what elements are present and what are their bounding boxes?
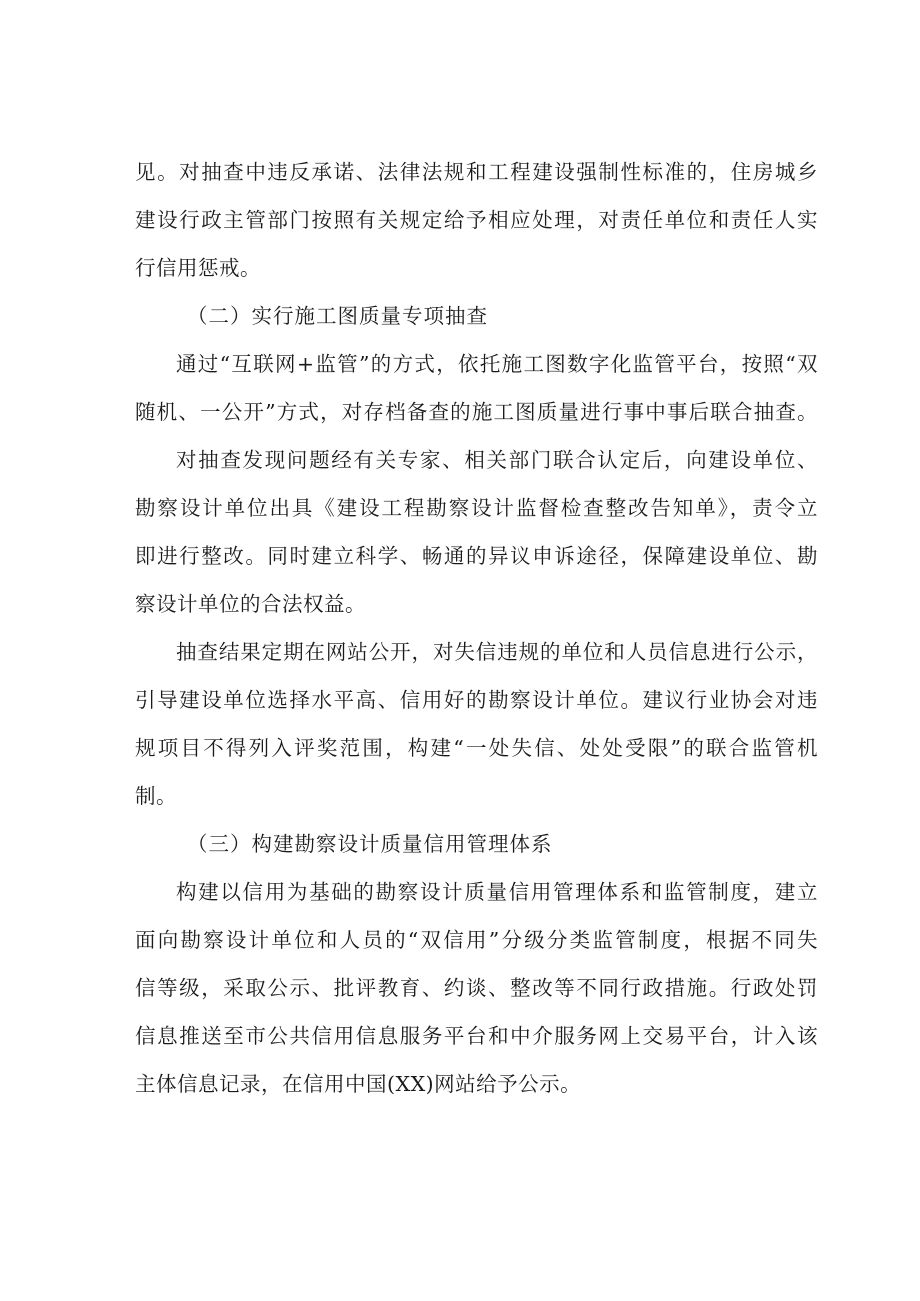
para-results-line-2: 引导建设单位选择水平高、信用好的勘察设计单位。建议行业协会对违 <box>135 688 818 712</box>
para-credit-line-5: 主体信息记录，在信用中国(XX)网站给予公示。 <box>135 1072 582 1096</box>
para-credit-line-2: 面向勘察设计单位和人员的“双信用”分级分类监管制度，根据不同失 <box>135 928 818 952</box>
para-internet-line-1: 通过“互联网+监管”的方式，依托施工图数字化监管平台，按照“双 <box>176 352 818 376</box>
para-results-line-4: 制。 <box>135 784 177 808</box>
continuation-line-2: 建设行政主管部门按照有关规定给予相应处理，对责任单位和责任人实 <box>135 208 818 232</box>
para-results-line-3: 规项目不得列入评奖范围，构建“一处失信、处处受限”的联合监管机 <box>135 736 818 760</box>
continuation-line-3: 行信用惩戒。 <box>135 256 261 280</box>
para-credit-line-3: 信等级，采取公示、批评教育、约谈、整改等不同行政措施。行政处罚 <box>135 976 818 1000</box>
para-results-line-1: 抽查结果定期在网站公开，对失信违规的单位和人员信息进行公示， <box>176 640 818 664</box>
section-heading-3: （三）构建勘察设计质量信用管理体系 <box>187 832 553 856</box>
para-internet-line-2: 随机、一公开”方式，对存档备查的施工图质量进行事中事后联合抽查。 <box>135 400 818 424</box>
para-credit-line-4: 信息推送至市公共信用信息服务平台和中介服务网上交易平台，计入该 <box>135 1024 818 1048</box>
para-problems-line-1: 对抽查发现问题经有关专家、相关部门联合认定后，向建设单位、 <box>176 448 818 472</box>
para-problems-line-3: 即进行整改。同时建立科学、畅通的异议申诉途径，保障建设单位、勘 <box>135 544 818 568</box>
para-problems-line-2: 勘察设计单位出具《建设工程勘察设计监督检查整改告知单》，责令立 <box>135 496 818 520</box>
para-credit-line-1: 构建以信用为基础的勘察设计质量信用管理体系和监管制度，建立 <box>176 880 818 904</box>
para-problems-line-4: 察设计单位的合法权益。 <box>135 592 366 616</box>
continuation-line-1: 见。对抽查中违反承诺、法律法规和工程建设强制性标准的，住房城乡 <box>135 160 818 184</box>
section-heading-2: （二）实行施工图质量专项抽查 <box>187 304 488 328</box>
